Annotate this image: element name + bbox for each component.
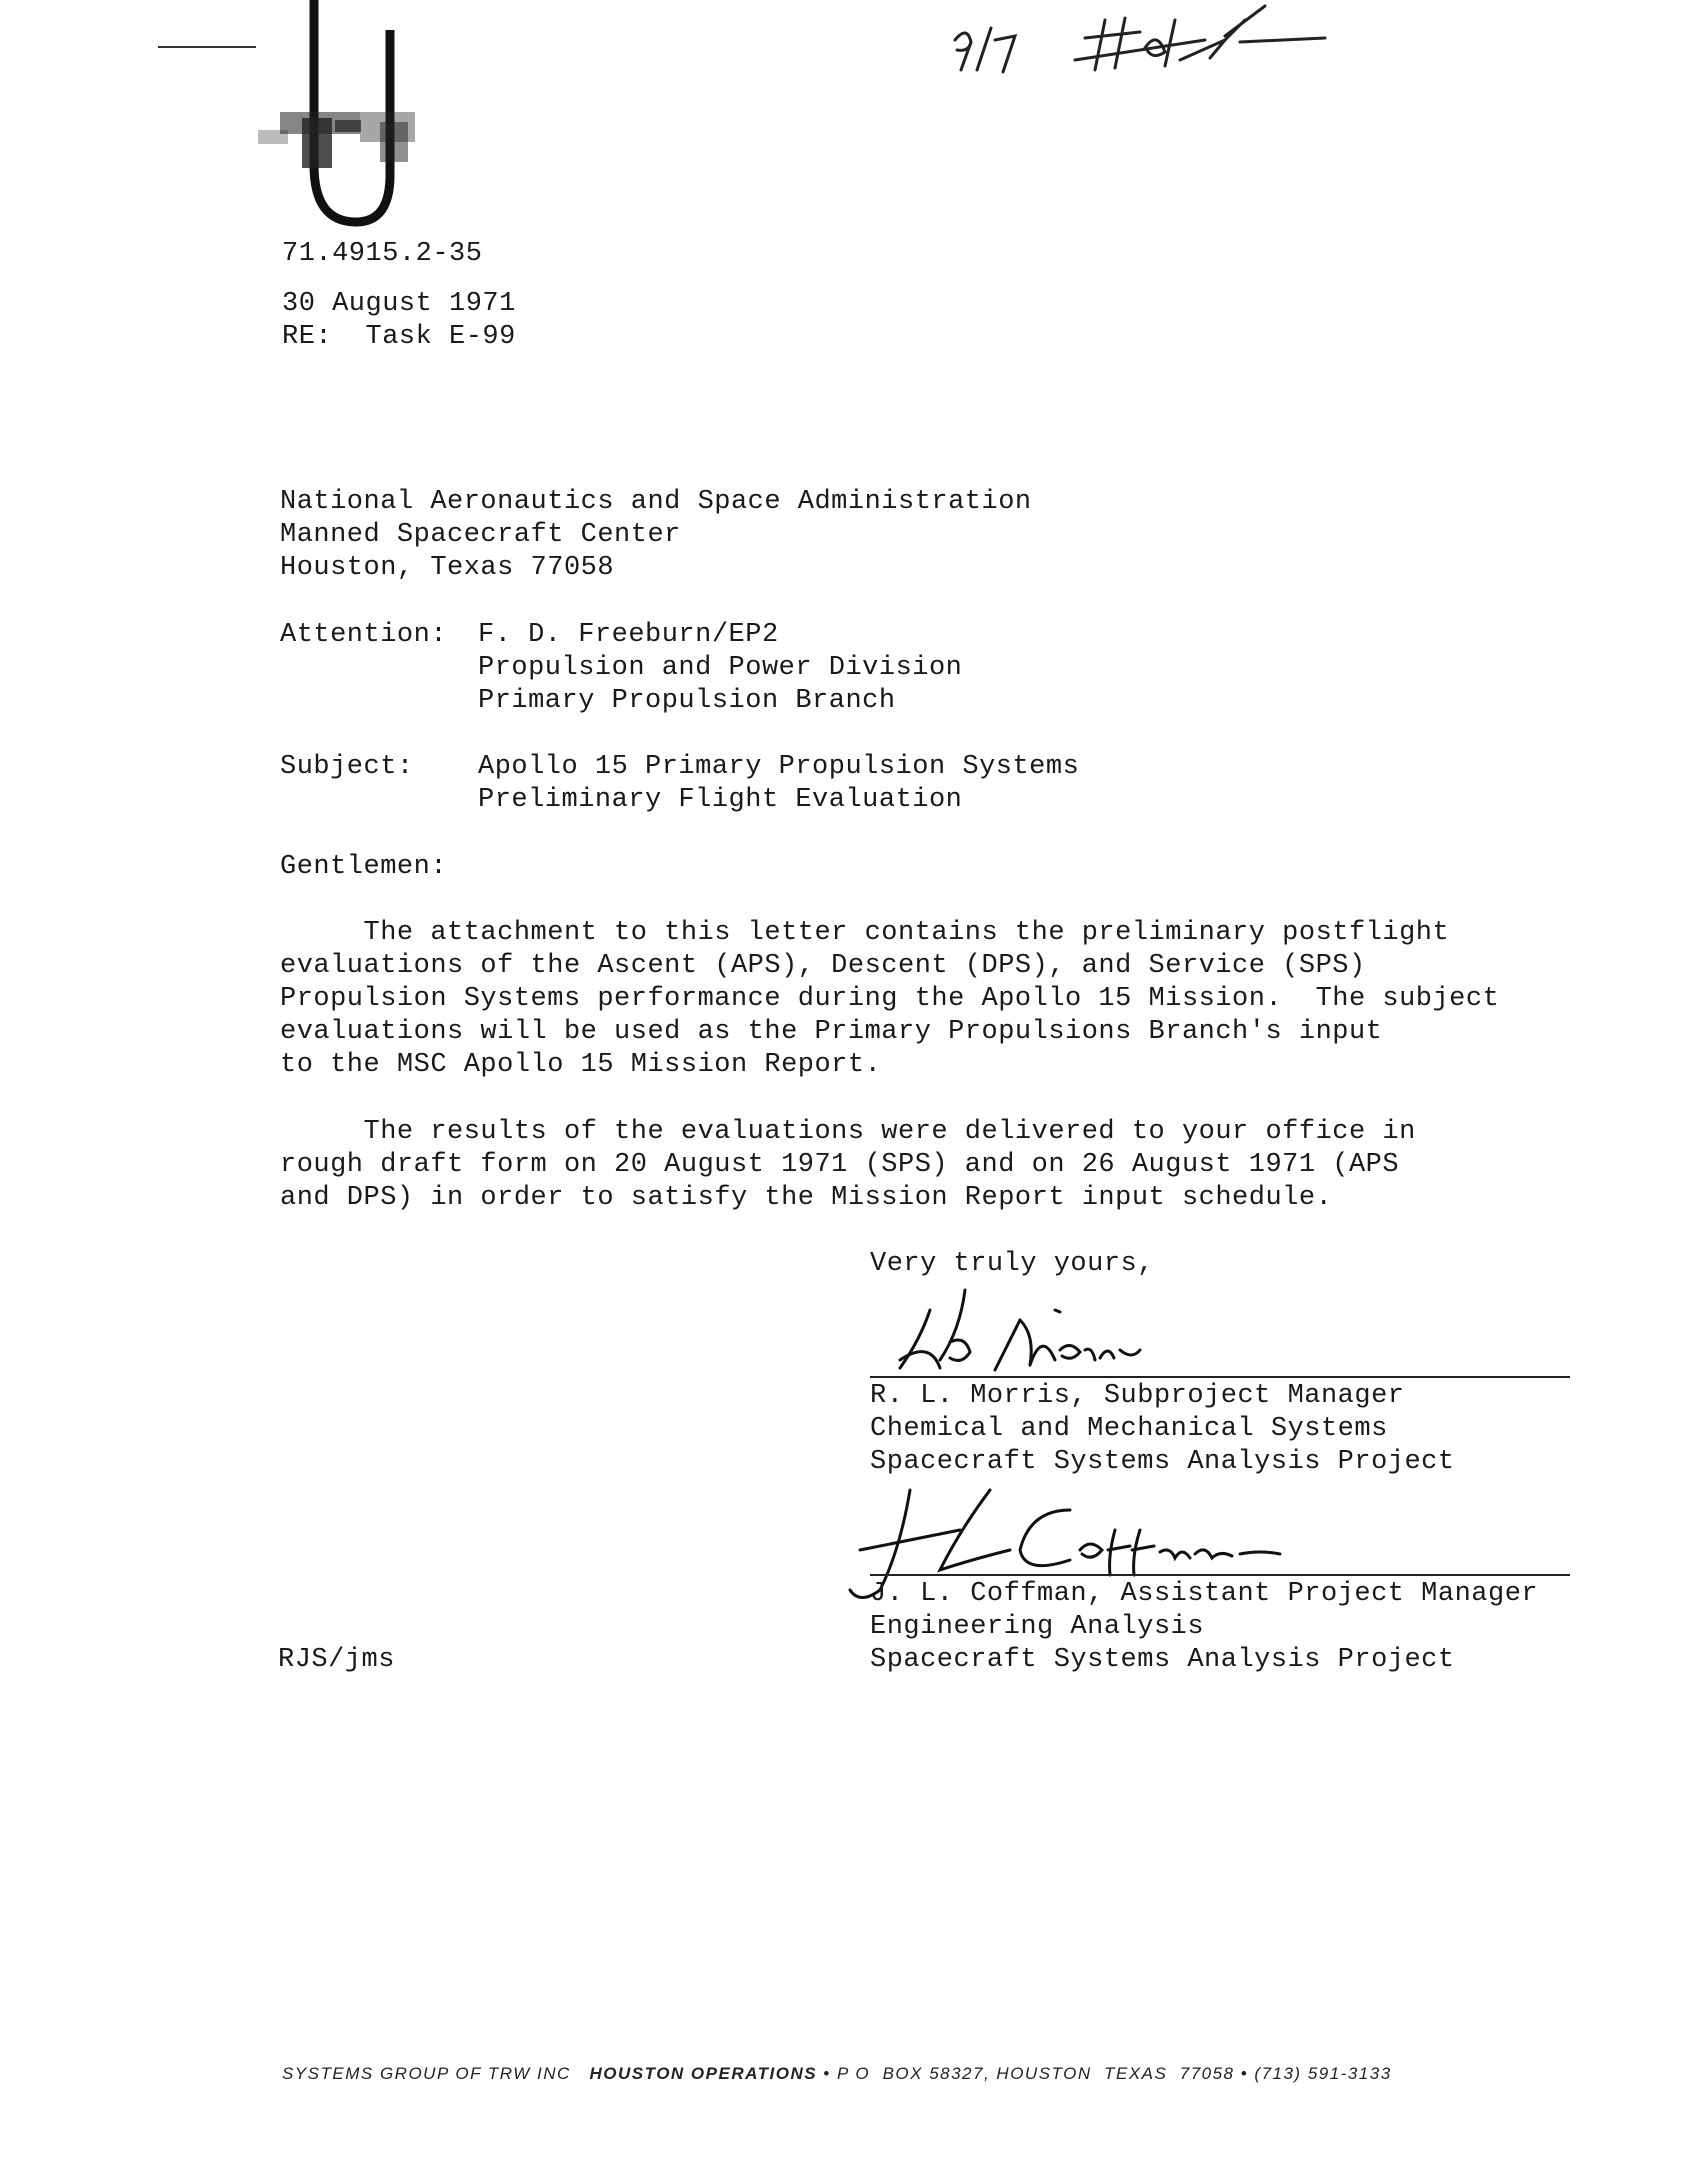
re-line: RE: Task E-99 (282, 322, 516, 352)
signer1-name-title: R. L. Morris, Subproject Manager (870, 1381, 1405, 1411)
footer-address: • P O BOX 58327, HOUSTON TEXAS 77058 • (713) 591-3133 (823, 2064, 1392, 2083)
signer2-line-3: Spacecraft Systems Analysis Project (870, 1645, 1455, 1675)
morris-signature-icon (870, 1280, 1230, 1380)
attention-label: Attention: (280, 620, 448, 650)
signer1-line-3: Spacecraft Systems Analysis Project (870, 1447, 1455, 1477)
subject-line-1: Apollo 15 Primary Propulsion Systems (478, 752, 1080, 782)
handwritten-note-icon (925, 0, 1345, 90)
body-p1-line-5: to the MSC Apollo 15 Mission Report. (280, 1050, 882, 1080)
trw-logo-icon (240, 0, 440, 240)
letterhead-footer (282, 2064, 1392, 2084)
body-p2-line-3: and DPS) in order to satisfy the Mission Report input schedule. (280, 1183, 1333, 1213)
addressee-line-3: Houston, Texas 77058 (280, 553, 615, 583)
closing: Very truly yours, (870, 1249, 1154, 1279)
salutation: Gentlemen: (280, 852, 448, 882)
body-p2-line-1: The results of the evaluations were delivered to your office in (280, 1117, 1416, 1147)
body-p2-line-2: rough draft form on 20 August 1971 (SPS) and on 26 August 1971 (APS (280, 1150, 1400, 1180)
attention-line-3: Primary Propulsion Branch (478, 686, 896, 716)
signer2-line-2: Engineering Analysis (870, 1612, 1205, 1642)
letter-date: 30 August 1971 (282, 289, 516, 319)
signature-rule-2 (870, 1574, 1570, 1576)
subject-label: Subject: (280, 752, 414, 782)
body-p1-line-3: Propulsion Systems performance during the Apollo 15 Mission. The subject (280, 984, 1500, 1014)
body-p1-line-2: evaluations of the Ascent (APS), Descent (DPS), and Service (SPS) (280, 951, 1366, 981)
attention-line-1: F. D. Freeburn/EP2 (478, 620, 779, 650)
body-p1-line-1: The attachment to this letter contains the preliminary postflight (280, 918, 1450, 948)
attention-line-2: Propulsion and Power Division (478, 653, 963, 683)
signer1-line-2: Chemical and Mechanical Systems (870, 1414, 1388, 1444)
addressee-line-1: National Aeronautics and Space Administration (280, 487, 1032, 517)
signature-rule-1 (870, 1376, 1570, 1378)
footer-division: HOUSTON OPERATIONS (589, 2064, 818, 2083)
addressee-line-2: Manned Spacecraft Center (280, 520, 681, 550)
body-p1-line-4: evaluations will be used as the Primary Propulsions Branch's input (280, 1017, 1383, 1047)
signer2-name-title: J. L. Coffman, Assistant Project Manager (870, 1579, 1539, 1609)
footer-company: SYSTEMS GROUP OF TRW INC (282, 2064, 571, 2083)
typist-initials: RJS/jms (278, 1645, 395, 1675)
subject-line-2: Preliminary Flight Evaluation (478, 785, 963, 815)
file-number: 71.4915.2-35 (282, 239, 483, 269)
